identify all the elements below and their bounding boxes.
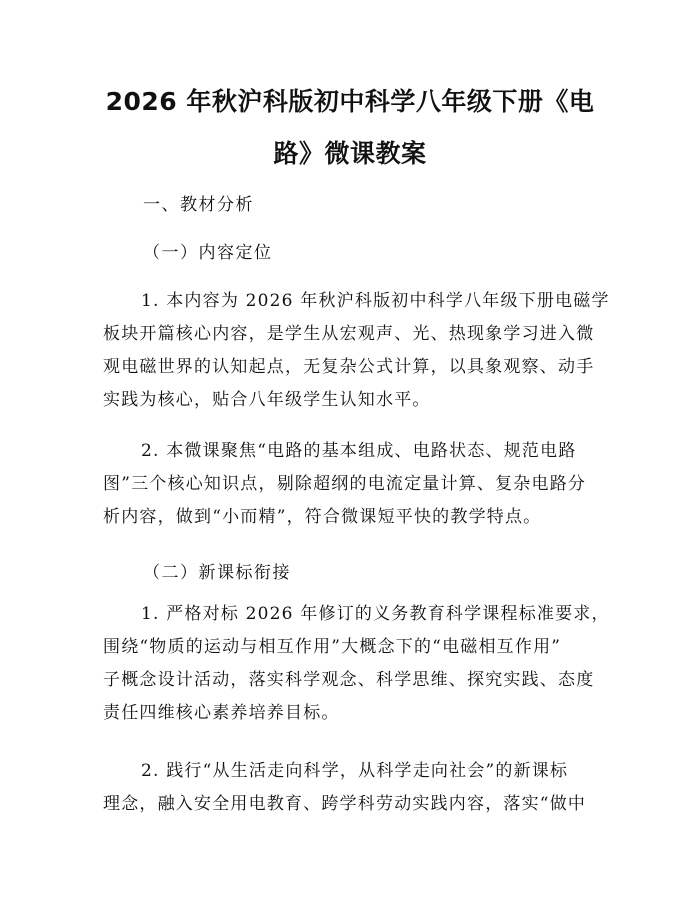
paragraph-line: 实践为核心，贴合八年级学生认知水平。: [103, 390, 431, 410]
paragraph-new-curriculum-1: [103, 598, 610, 730]
paragraph-new-curriculum-2: [103, 755, 598, 821]
title-line: 路》微课教案: [273, 139, 427, 168]
paragraph-line: 2. 本微课聚焦“电路的基本组成、电路状态、规范电路: [141, 441, 577, 461]
paragraph-content-positioning-1: [103, 285, 610, 417]
paragraph-line: 板块开篇核心内容，是学生从宏观声、光、热现象学习进入微: [103, 324, 595, 344]
paragraph-line: 围绕“物质的运动与相互作用”大概念下的“电磁相互作用”: [103, 637, 562, 657]
paragraph-line: 1. 本内容为 2026 年秋沪科版初中科学八年级下册电磁学: [141, 291, 610, 311]
paragraph-line: 责任四维核心素养培养目标。: [103, 703, 340, 723]
paragraph-line: 1. 严格对标 2026 年修订的义务教育科学课程标准要求，: [141, 604, 610, 624]
paragraph-line: 观电磁世界的认知起点，无复杂公式计算，以具象观察、动手: [103, 357, 595, 377]
paragraph-line: 图”三个核心知识点，剔除超纲的电流定量计算、复杂电路分: [103, 474, 587, 494]
paragraph-line: 析内容，做到“小而精”，符合微课短平快的教学特点。: [103, 507, 542, 527]
paragraph-line: 子概念设计活动，落实科学观念、科学思维、探究实践、态度: [103, 670, 595, 690]
paragraph-line: 2. 践行“从生活走向科学，从科学走向社会”的新课标: [141, 761, 569, 781]
title-line: 2026 年秋沪科版初中科学八年级下册《电: [105, 87, 595, 116]
subsection-heading-content-positioning: （一）内容定位: [143, 243, 273, 263]
subsection-heading-new-curriculum: （二）新课标衔接: [143, 563, 291, 583]
section-heading-textbook-analysis: 一、教材分析: [143, 195, 254, 215]
document-title: [100, 76, 600, 180]
paragraph-line: 理念，融入安全用电教育、跨学科劳动实践内容，落实“做中: [103, 794, 587, 814]
paragraph-content-positioning-2: [103, 435, 598, 534]
